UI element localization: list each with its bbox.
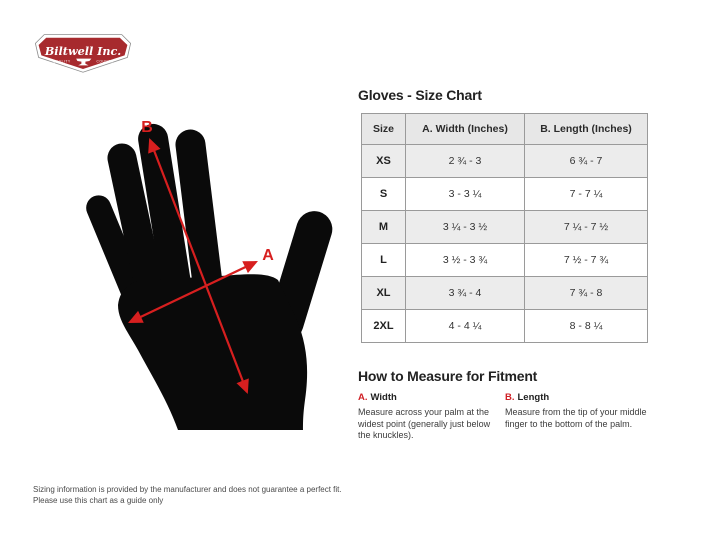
measure-description: Measure from the tip of your middle finger to the bottom of the palm. [505, 407, 647, 429]
table-header-row [362, 114, 648, 145]
measure-key-b: B. [505, 392, 515, 403]
column-header-size: Size [362, 114, 406, 145]
table-row [362, 211, 648, 244]
measure-item-width [358, 392, 503, 442]
size-cell: 2XL [362, 310, 406, 343]
measure-item-heading [505, 392, 650, 403]
size-chart-title: Gloves - Size Chart [358, 87, 482, 103]
measure-item-heading [358, 392, 503, 403]
length-cell: 7 ¼ - 7 ½ [525, 211, 648, 244]
size-cell: XL [362, 277, 406, 310]
how-to-measure-title: How to Measure for Fitment [358, 368, 538, 384]
width-cell: 2 ¾ - 3 [406, 145, 525, 178]
measure-item-length [505, 392, 650, 442]
diagram-label-a: A [262, 247, 274, 264]
width-cell: 3 ¼ - 3 ½ [406, 211, 525, 244]
length-cell: 6 ¾ - 7 [525, 145, 648, 178]
size-cell: S [362, 178, 406, 211]
width-cell: 3 ½ - 3 ¾ [406, 244, 525, 277]
table-row [362, 277, 648, 310]
width-cell: 4 - 4 ¼ [406, 310, 525, 343]
disclaimer [33, 484, 342, 506]
how-to-measure-section [358, 392, 668, 442]
measure-key-a: A. [358, 392, 368, 403]
table-row [362, 178, 648, 211]
measure-description: Measure across your palm at the widest point (generally just below the knuckles). [358, 407, 491, 440]
width-cell: 3 ¾ - 4 [406, 277, 525, 310]
logo-tagline-right: COUNTS [96, 59, 114, 64]
length-cell: 7 - 7 ¼ [525, 178, 648, 211]
measure-label-length: Length [517, 392, 550, 403]
length-cell: 7 ½ - 7 ¾ [525, 244, 648, 277]
width-cell: 3 - 3 ¼ [406, 178, 525, 211]
size-cell: L [362, 244, 406, 277]
measure-label-width: Width [370, 392, 397, 403]
column-header-length: B. Length (Inches) [525, 114, 648, 145]
table-row [362, 244, 648, 277]
length-cell: 7 ¾ - 8 [525, 277, 648, 310]
diagram-label-b: B [141, 119, 153, 136]
glove-measurement-diagram [80, 100, 340, 430]
disclaimer-line-1: Sizing information is provided by the manufacturer and does not guarantee a perfect fit. [33, 485, 342, 494]
size-chart-table [361, 113, 648, 343]
biltwell-logo [33, 31, 133, 75]
length-cell: 8 - 8 ¼ [525, 310, 648, 343]
disclaimer-line-2: Please use this chart as a guide only [33, 496, 164, 505]
logo-brand-text: Biltwell Inc. [44, 44, 122, 58]
size-cell: M [362, 211, 406, 244]
table-row [362, 145, 648, 178]
column-header-width: A. Width (Inches) [406, 114, 525, 145]
table-row [362, 310, 648, 343]
size-cell: XS [362, 145, 406, 178]
logo-tagline-left: QUALITY [52, 59, 71, 64]
hand-silhouette [82, 122, 336, 430]
